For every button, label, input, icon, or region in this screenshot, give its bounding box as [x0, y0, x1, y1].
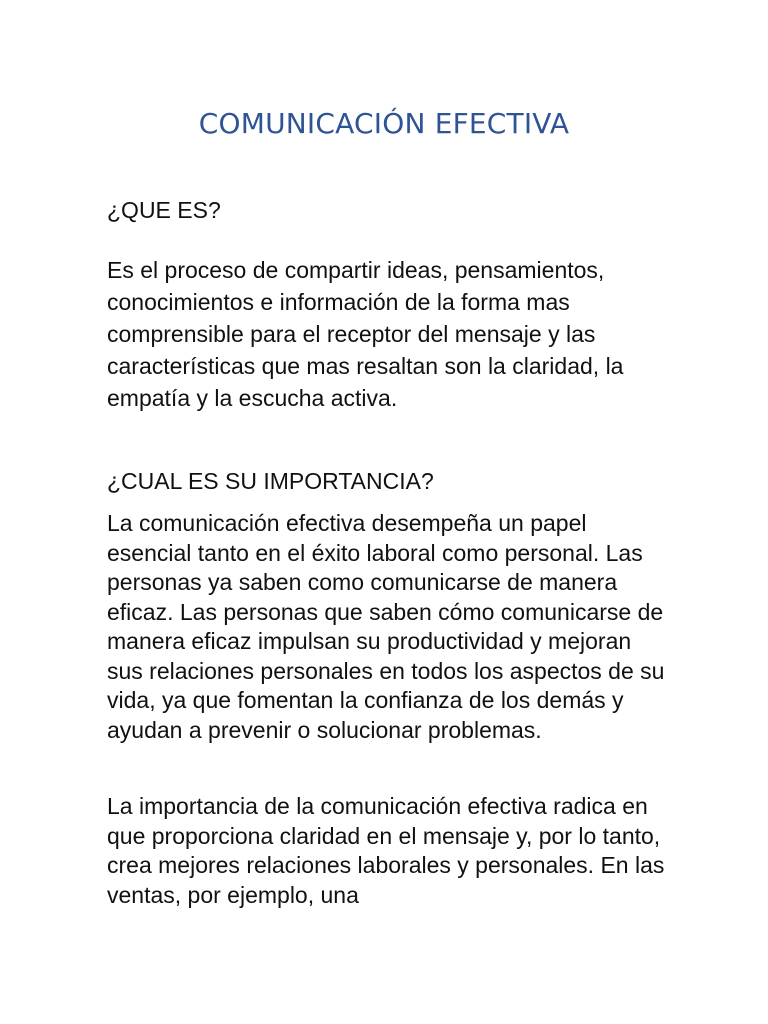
paragraph-importance-2: La importancia de la comunicación efectiva radica en que proporciona claridad en el mensaje y, por lo tanto, crea mejores relaciones laborales y personales. En las ventas, por ejemplo, una — [107, 793, 665, 908]
section-heading-que-es: ¿QUE ES? — [107, 197, 221, 223]
paragraph-definition: Es el proceso de compartir ideas, pensamientos, conocimientos e información de la forma mas comprensible para el receptor del mensaje y las características que mas resaltan son la claridad, la empatía y la escucha activa. — [107, 257, 624, 411]
section-heading-importancia: ¿CUAL ES SU IMPORTANCIA? — [107, 468, 434, 494]
paragraph-importance-1: La comunicación efectiva desempeña un papel esencial tanto en el éxito laboral como personal. Las personas ya saben como comunicarse de manera eficaz. Las personas que saben cómo comunicarse de manera eficaz impulsan su productividad y mejoran sus relaciones personales en todos los aspectos de su vida, ya que fomentan la confianza de los demás y ayudan a prevenir o solucionar problemas. — [107, 510, 665, 743]
page-title: COMUNICACIÓN EFECTIVA — [198, 107, 570, 140]
